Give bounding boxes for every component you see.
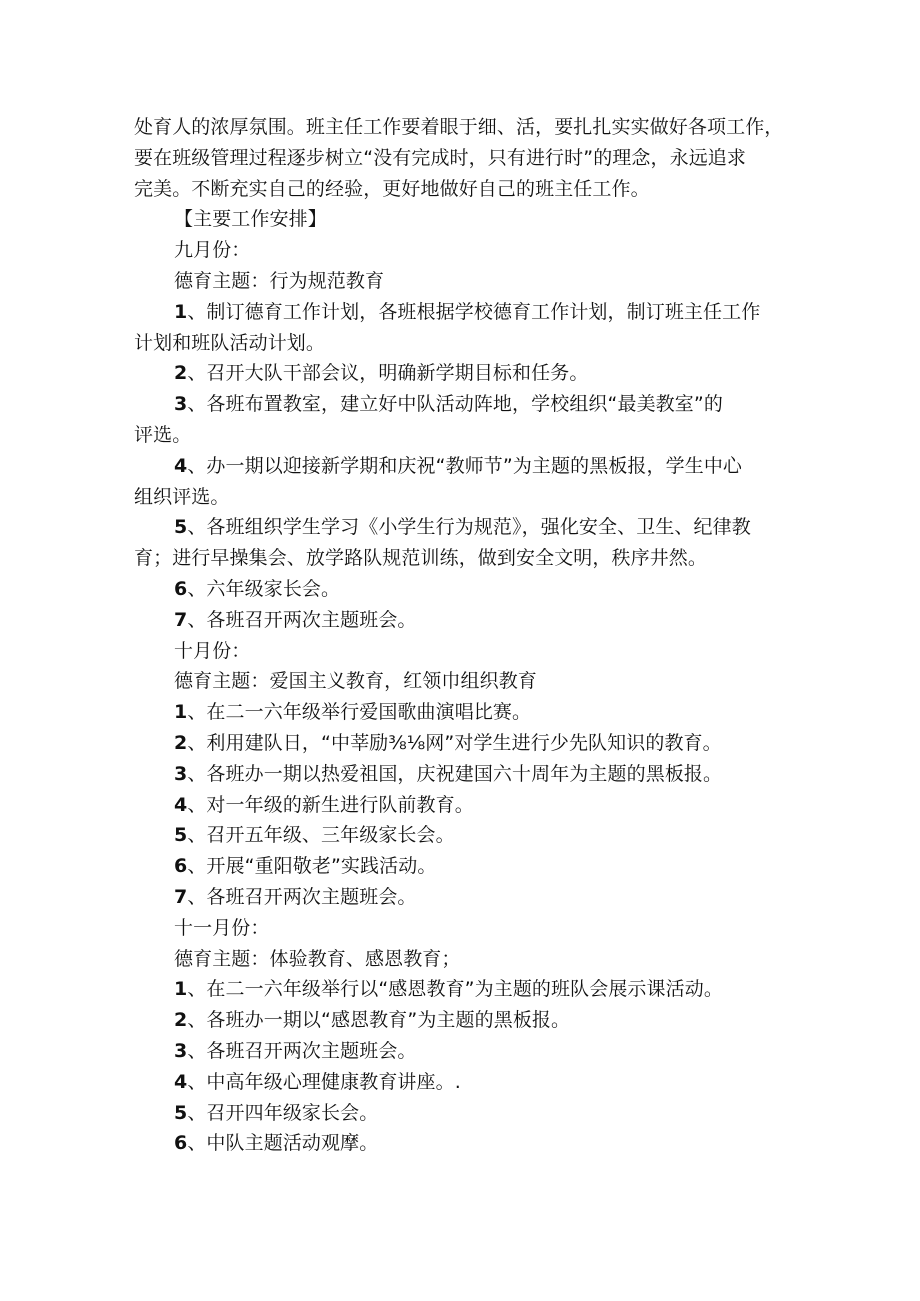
item-number: 4	[174, 454, 188, 477]
item-number: 4	[174, 1070, 188, 1093]
item-number: 5	[174, 1101, 188, 1124]
item-number: 7	[174, 885, 188, 908]
item-text: 、召开大队干部会议，明确新学期目标和任务。	[187, 362, 589, 385]
list-item	[134, 512, 794, 574]
item-text-continued: 计划和班队活动计划。	[134, 331, 326, 354]
item-text-continued: 组织评选。	[134, 485, 230, 508]
item-text: 、各班召开两次主题班会。	[187, 1039, 417, 1062]
item-text: 、各班办一期以“感恩教育”为主题的黑板报。	[187, 1009, 571, 1032]
item-number: 5	[174, 516, 188, 539]
list-item	[134, 451, 794, 513]
item-number: 1	[174, 701, 188, 724]
item-text: 、各班组织学生学习《小学生行为规范》，强化安全、卫生、纪律教	[187, 516, 751, 539]
month-heading-september: 九月份：	[174, 239, 251, 262]
item-text: 、在二一六年级举行以“感恩教育”为主题的班队会展示课活动。	[187, 978, 723, 1001]
month-heading-october: 十月份：	[174, 639, 251, 662]
list-item	[134, 882, 794, 913]
document-body	[134, 112, 794, 1159]
list-item	[134, 605, 794, 636]
item-text: 、各班布置教室，建立好中队活动阵地，学校组织“最美教室”的	[187, 393, 723, 416]
item-text: 、对一年级的新生进行队前教育。	[187, 793, 474, 816]
item-number: 1	[174, 978, 188, 1001]
item-text: 、在二一六年级举行爱国歌曲演唱比赛。	[187, 701, 532, 724]
item-text-continued: 评选。	[134, 423, 192, 446]
list-item	[134, 1005, 794, 1036]
list-item	[134, 1128, 794, 1159]
item-number: 2	[174, 362, 188, 385]
item-number: 3	[174, 393, 188, 416]
list-item	[134, 574, 794, 605]
list-item	[134, 851, 794, 882]
section-heading: 【主要工作安排】	[174, 208, 327, 231]
theme-october: 德育主题：爱国主义教育，红领巾组织教育	[174, 670, 537, 693]
item-number: 2	[174, 1009, 188, 1032]
item-number: 2	[174, 731, 188, 754]
list-item	[134, 297, 794, 359]
list-item	[134, 1067, 794, 1098]
list-item	[134, 759, 794, 790]
item-text: 、办一期以迎接新学期和庆祝“教师节”为主题的黑板报，学生中心	[187, 454, 743, 477]
list-item	[134, 790, 794, 821]
item-number: 3	[174, 762, 188, 785]
item-number: 6	[174, 1132, 188, 1155]
item-text: 、中队主题活动观摩。	[187, 1132, 379, 1155]
item-number: 6	[174, 577, 188, 600]
item-number: 4	[174, 793, 188, 816]
list-item	[134, 1036, 794, 1067]
item-number: 5	[174, 824, 188, 847]
item-number: 7	[174, 608, 188, 631]
intro-line: 完美。不断充实自己的经验，更好地做好自己的班主任工作。	[134, 177, 650, 200]
theme-november: 德育主题：体验教育、感恩教育；	[174, 947, 461, 970]
intro-line: 要在班级管理过程逐步树立“没有完成时，只有进行时”的理念，永远追求	[134, 146, 746, 169]
item-number: 1	[174, 300, 188, 323]
theme-september: 德育主题：行为规范教育	[174, 269, 385, 292]
item-text: 、制订德育工作计划，各班根据学校德育工作计划，制订班主任工作	[187, 300, 761, 323]
item-number: 3	[174, 1039, 188, 1062]
item-text: 、利用建队日，“中莘励⅜⅛网”对学生进行少先队知识的教育。	[187, 731, 722, 754]
item-text: 、六年级家长会。	[187, 577, 341, 600]
intro-line: 处育人的浓厚氛围。班主任工作要着眼于细、活，要扎扎实实做好各项工作，	[134, 116, 784, 138]
list-item	[134, 728, 794, 759]
item-text: 、各班召开两次主题班会。	[187, 885, 417, 908]
list-item	[134, 697, 794, 728]
item-text: 、召开四年级家长会。	[187, 1101, 379, 1124]
list-item	[134, 1098, 794, 1129]
list-item	[134, 820, 794, 851]
item-text: 、召开五年级、三年级家长会。	[187, 824, 455, 847]
item-text: 、中高年级心理健康教育讲座。.	[187, 1070, 461, 1093]
item-text: 、各班召开两次主题班会。	[187, 608, 417, 631]
list-item	[134, 389, 794, 451]
item-text: 、各班办一期以热爱祖国，庆祝建国六十周年为主题的黑板报。	[187, 762, 723, 785]
item-number: 6	[174, 855, 188, 878]
month-heading-november: 十一月份：	[174, 916, 270, 939]
list-item	[134, 358, 794, 389]
list-item	[134, 974, 794, 1005]
item-text-continued: 育；进行早操集会、放学路队规范训练，做到安全文明，秩序井然。	[134, 547, 708, 570]
item-text: 、开展“重阳敬老”实践活动。	[187, 855, 437, 878]
